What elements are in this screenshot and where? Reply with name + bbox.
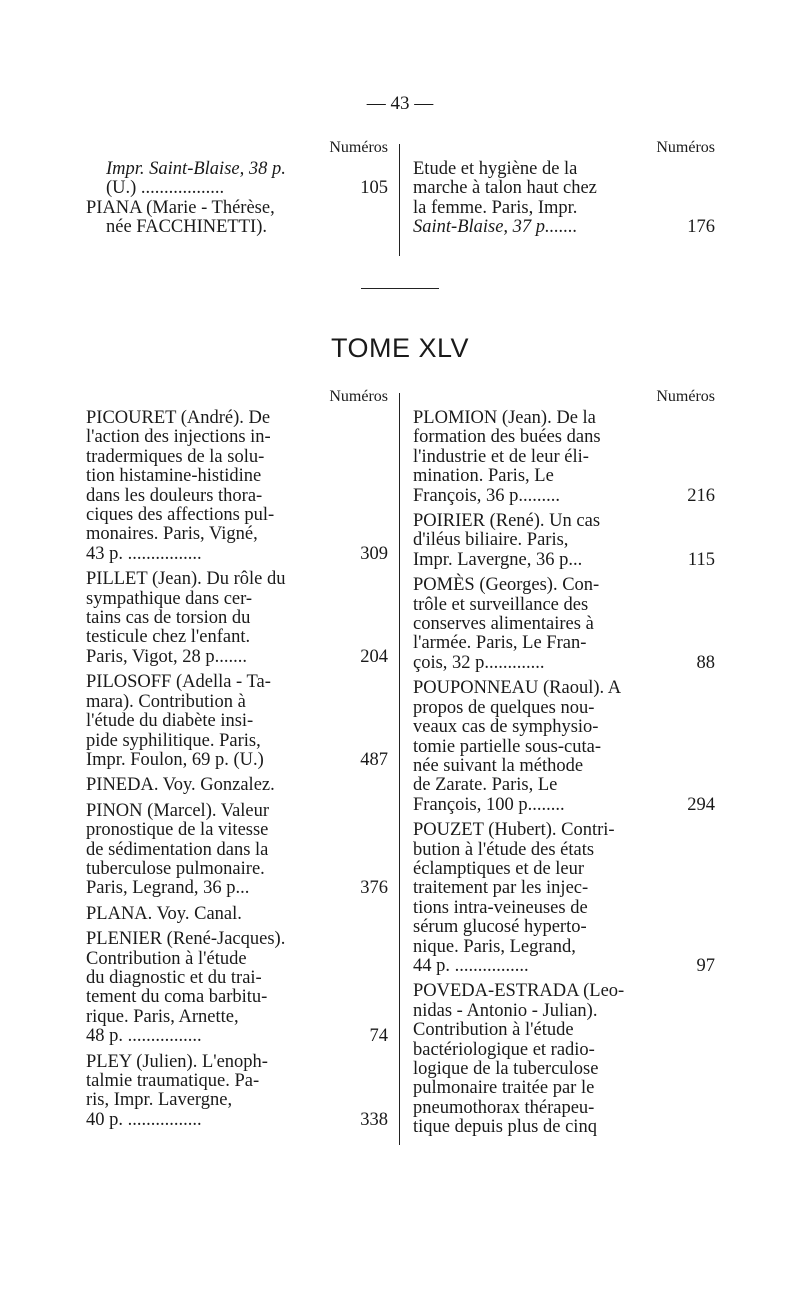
entry-line: Contribution à l'étude xyxy=(86,948,247,969)
entry-line: l'armée. Paris, Le Fran- xyxy=(413,633,587,654)
entry-line: (U.) .................. xyxy=(106,178,225,199)
entry-line: PLANA. Voy. Canal. xyxy=(86,903,242,924)
entry-line: François, 36 p......... xyxy=(413,485,560,506)
entry-line: PICOURET (André). De xyxy=(86,408,271,428)
index-entry xyxy=(86,802,388,899)
entry-number: 309 xyxy=(354,545,388,564)
entry-number: 294 xyxy=(681,796,715,815)
index-entry xyxy=(86,1053,388,1131)
entry-line: Etude et hygiène de la xyxy=(413,159,578,179)
entry-line: rique. Paris, Arnette, xyxy=(86,1006,239,1027)
entry-line: 40 p. ................ xyxy=(86,1109,202,1130)
page-number: — 43 — xyxy=(366,93,434,114)
numeros-header: Numéros xyxy=(656,388,715,405)
entry-line: PLENIER (René-Jacques). xyxy=(86,929,286,950)
left-column xyxy=(86,385,388,1136)
entry-line: veaux cas de symphysio- xyxy=(413,717,599,738)
entry-line: de sédimentation dans la xyxy=(86,839,269,860)
entry-line: 43 p. ................ xyxy=(86,543,202,564)
entry-line: tomie partielle sous-cuta- xyxy=(413,736,602,757)
entry-line: testicule chez l'enfant. xyxy=(86,627,251,648)
entry-continuation-left xyxy=(86,160,388,238)
separator-rule xyxy=(361,288,439,289)
entry-line: formation des buées dans xyxy=(413,427,601,448)
entry-line: nidas - Antonio - Julian). xyxy=(413,1000,598,1021)
entry-line: 48 p. ................ xyxy=(86,1026,202,1047)
entry-line: ciques des affections pul- xyxy=(86,505,275,526)
entry-line: d'iléus biliaire. Paris, xyxy=(413,530,569,551)
index-entry xyxy=(86,905,388,924)
entry-line: traitement par les injec- xyxy=(413,878,589,899)
entry-line: l'industrie et de leur éli- xyxy=(413,446,589,467)
entry-line: tains cas de torsion du xyxy=(86,608,251,629)
entry-line: propos de quelques nou- xyxy=(413,697,595,718)
entry-line: POMÈS (Georges). Con- xyxy=(413,575,600,596)
entry-line: pronostique de la vitesse xyxy=(86,820,269,841)
entry-line: POVEDA-ESTRADA (Leo- xyxy=(413,981,625,1002)
left-column xyxy=(86,136,388,244)
entry-number: 376 xyxy=(354,879,388,898)
entry-line: PLEY (Julien). L'enoph- xyxy=(86,1051,268,1072)
entry-line: PILLET (Jean). Du rôle du xyxy=(86,569,286,590)
entry-number: 115 xyxy=(682,551,715,570)
numeros-header: Numéros xyxy=(329,139,388,156)
entry-line: tradermiques de la solu- xyxy=(86,446,265,467)
entry-line: çois, 32 p............. xyxy=(413,652,545,673)
index-entry xyxy=(86,930,388,1046)
entry-line: sérum glucosé hyperto- xyxy=(413,917,587,938)
right-column xyxy=(413,136,715,244)
index-entry xyxy=(86,409,388,564)
entry-continuation-right xyxy=(413,160,715,238)
entry-line: logique de la tuberculose xyxy=(413,1059,599,1079)
entry-line: POUPONNEAU (Raoul). A xyxy=(413,678,622,699)
right-entry-list xyxy=(413,409,715,1138)
entry-line: pide syphilitique. Paris, xyxy=(86,730,261,751)
entry-line: PINON (Marcel). Valeur xyxy=(86,800,270,821)
entry-line: tuberculose pulmonaire. xyxy=(86,858,265,879)
entry-line: PIANA (Marie - Thérèse, xyxy=(86,197,275,218)
entry-number: 176 xyxy=(681,218,715,237)
entry-line: conserves alimentaires à xyxy=(413,614,594,635)
index-entry xyxy=(413,982,715,1137)
left-entry-list xyxy=(86,409,388,1130)
index-entry xyxy=(413,512,715,570)
entry-line: Impr. Foulon, 69 p. (U.) xyxy=(86,749,264,770)
entry-number: 204 xyxy=(354,648,388,667)
entry-number: 97 xyxy=(691,957,716,976)
entry-line: tement du coma barbitu- xyxy=(86,987,268,1008)
entry-line: l'étude du diabète insi- xyxy=(86,711,254,732)
index-entry xyxy=(86,673,388,770)
entry-line: Paris, Vigot, 28 p....... xyxy=(86,646,247,667)
numeros-header: Numéros xyxy=(329,388,388,405)
entry-line: Paris, Legrand, 36 p... xyxy=(86,878,250,899)
tome-xlv-index xyxy=(86,385,716,1145)
entry-line: née suivant la méthode xyxy=(413,755,584,776)
entry-line: dans les douleurs thora- xyxy=(86,485,263,506)
index-entry xyxy=(413,409,715,506)
entry-line: la femme. Paris, Impr. xyxy=(413,197,578,218)
entry-line: Impr. Lavergne, 36 p... xyxy=(413,549,583,570)
entry-line: POIRIER (René). Un cas xyxy=(413,511,601,532)
entry-line: tions intra-veineuses de xyxy=(413,897,588,918)
entry-line: talmie traumatique. Pa- xyxy=(86,1071,260,1091)
entry-line: 44 p. ................ xyxy=(413,955,529,976)
numeros-header: Numéros xyxy=(656,139,715,156)
entry-number: 487 xyxy=(354,751,388,770)
entry-number: 338 xyxy=(354,1111,388,1130)
column-divider xyxy=(399,144,400,256)
entry-line: bactériologique et radio- xyxy=(413,1039,595,1060)
entry-line: mara). Contribution à xyxy=(86,691,246,712)
index-entry xyxy=(413,679,715,815)
entry-line: PINEDA. Voy. Gonzalez. xyxy=(86,775,275,796)
right-column xyxy=(413,385,715,1144)
entry-line: ris, Impr. Lavergne, xyxy=(86,1090,233,1111)
entry-line: PILOSOFF (Adella - Ta- xyxy=(86,672,271,693)
entry-line: l'action des injections in- xyxy=(86,427,271,448)
entry-line: bution à l'étude des états xyxy=(413,839,595,860)
entry-line: pneumothorax thérapeu- xyxy=(413,1097,595,1118)
entry-line: éclamptiques et de leur xyxy=(413,858,585,879)
entry-line: tion histamine-histidine xyxy=(86,466,262,487)
index-entry xyxy=(86,570,388,667)
entry-line: trôle et surveillance des xyxy=(413,594,589,615)
entry-number: 105 xyxy=(354,179,388,198)
entry-line: pulmonaire traitée par le xyxy=(413,1078,595,1099)
tome-title: TOME XLV xyxy=(330,333,470,363)
entry-line: Contribution à l'étude xyxy=(413,1020,574,1041)
index-entry xyxy=(413,821,715,976)
entry-line: marche à talon haut chez xyxy=(413,178,597,199)
entry-number: 216 xyxy=(681,487,715,506)
entry-line: mination. Paris, Le xyxy=(413,466,554,487)
index-entry xyxy=(413,576,715,673)
entry-line: Saint-Blaise, 37 p....... xyxy=(413,217,578,238)
entry-line: sympathique dans cer- xyxy=(86,588,253,609)
previous-tome-continuation xyxy=(86,136,716,256)
entry-number: 74 xyxy=(364,1027,389,1046)
entry-line: Impr. Saint-Blaise, 38 p. xyxy=(106,159,286,179)
entry-number: 88 xyxy=(691,654,716,673)
entry-line: PLOMION (Jean). De la xyxy=(413,408,596,428)
entry-line: du diagnostic et du trai- xyxy=(86,967,262,988)
column-divider xyxy=(399,393,400,1145)
entry-line: François, 100 p........ xyxy=(413,794,565,815)
entry-line: POUZET (Hubert). Contri- xyxy=(413,820,615,841)
entry-line: née FACCHINETTI). xyxy=(106,217,267,238)
entry-line: tique depuis plus de cinq xyxy=(413,1117,597,1138)
index-entry xyxy=(86,776,388,795)
entry-line: de Zarate. Paris, Le xyxy=(413,775,558,796)
entry-line: nique. Paris, Legrand, xyxy=(413,936,576,957)
entry-line: monaires. Paris, Vigné, xyxy=(86,524,258,545)
